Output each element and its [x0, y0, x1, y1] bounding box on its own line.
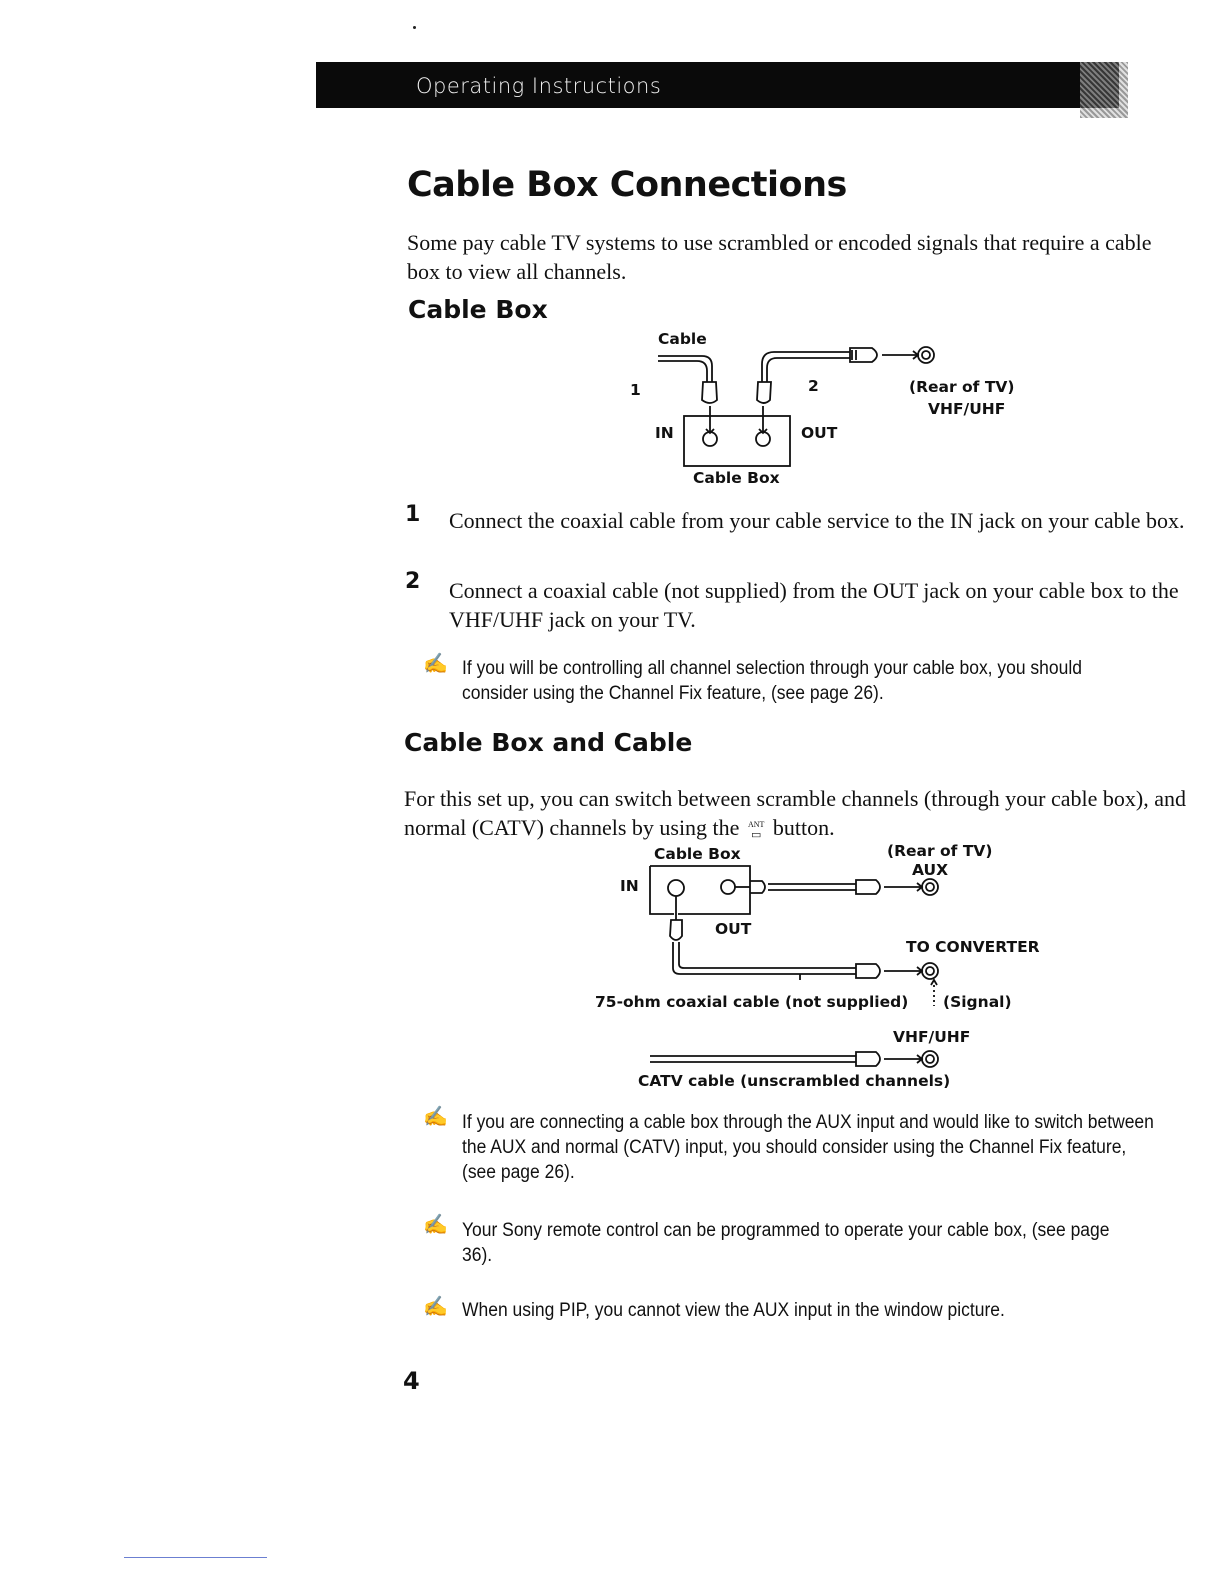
pencil-note-icon: ✍	[423, 1106, 448, 1128]
note-sony-remote: Your Sony remote control can be programmed to operate your cable box, (see page 36).	[462, 1220, 1110, 1266]
intro-paragraph: Some pay cable TV systems to use scrambled or encoded signals that require a cable box to view all channels.	[407, 230, 1152, 284]
diagram1-out-label: OUT	[801, 424, 838, 442]
pencil-note-icon: ✍	[423, 1296, 448, 1318]
diagram2-out-label: OUT	[715, 920, 752, 938]
section-heading-cable-box-and-cable: Cable Box and Cable	[404, 728, 693, 757]
note-channel-fix: If you will be controlling all channel selection through your cable box, you should consider using the Channel Fix feature, (see page 26).	[462, 658, 1082, 704]
diagram2-converter-label: TO CONVERTER	[906, 938, 1040, 956]
diagram2-rear-label: (Rear of TV)	[887, 842, 993, 860]
diagram2-aux-label: AUX	[912, 861, 949, 879]
header-bar-edge	[1080, 62, 1128, 118]
section2-paragraph-before: For this set up, you can switch between scramble channels (through your cable box), and normal (CATV) channels by using the	[404, 786, 1187, 840]
step-1-number: 1	[405, 502, 421, 527]
diagram2-signal-label: (Signal)	[943, 993, 1012, 1011]
diagram1-num1: 1	[630, 381, 641, 399]
section-heading-cable-box: Cable Box	[408, 295, 548, 324]
cable-box-and-cable-diagram	[600, 850, 1020, 1090]
diagram2-box-label: Cable Box	[654, 845, 741, 863]
diagram2-vhf-label: VHF/UHF	[893, 1028, 971, 1046]
section2-paragraph-after: button.	[772, 815, 835, 840]
page-number: 4	[403, 1367, 420, 1395]
diagram2-catv-label: CATV cable (unscrambled channels)	[638, 1072, 951, 1090]
diagram1-in-label: IN	[655, 424, 674, 442]
section-header-label: Operating Instructions	[416, 74, 662, 98]
diagram2-in-label: IN	[620, 877, 639, 895]
step-2-text: Connect a coaxial cable (not supplied) from the OUT jack on your cable box to the VHF/UHF jack on your TV.	[449, 578, 1179, 632]
diagram2-coax-label: 75-ohm coaxial cable (not supplied)	[595, 993, 909, 1011]
scan-speck	[413, 26, 416, 29]
diagram1-box-label: Cable Box	[693, 469, 780, 487]
section2-paragraph	[404, 784, 1204, 842]
bottom-rule	[124, 1557, 267, 1558]
note-pip-aux: When using PIP, you cannot view the AUX input in the window picture.	[462, 1300, 1005, 1321]
pencil-note-icon: ✍	[423, 653, 448, 675]
step-2-number: 2	[405, 569, 421, 594]
diagram1-num2: 2	[808, 377, 819, 395]
ant-button-icon: ANT ▭	[747, 819, 765, 841]
step-1-text: Connect the coaxial cable from your cable service to the IN jack on your cable box.	[449, 508, 1185, 533]
note-aux-channel-fix: If you are connecting a cable box through the AUX input and would like to switch between the AUX and normal (CATV) input, you should consider using the Channel Fix feature, (see page 26).	[462, 1112, 1154, 1183]
diagram1-cable-label: Cable	[658, 330, 707, 348]
diagram1-vhf-label: VHF/UHF	[928, 400, 1006, 418]
diagram1-rear-label: (Rear of TV)	[909, 378, 1015, 396]
pencil-note-icon: ✍	[423, 1214, 448, 1236]
ant-button-label: ANT	[747, 819, 765, 829]
page-title: Cable Box Connections	[407, 165, 847, 205]
